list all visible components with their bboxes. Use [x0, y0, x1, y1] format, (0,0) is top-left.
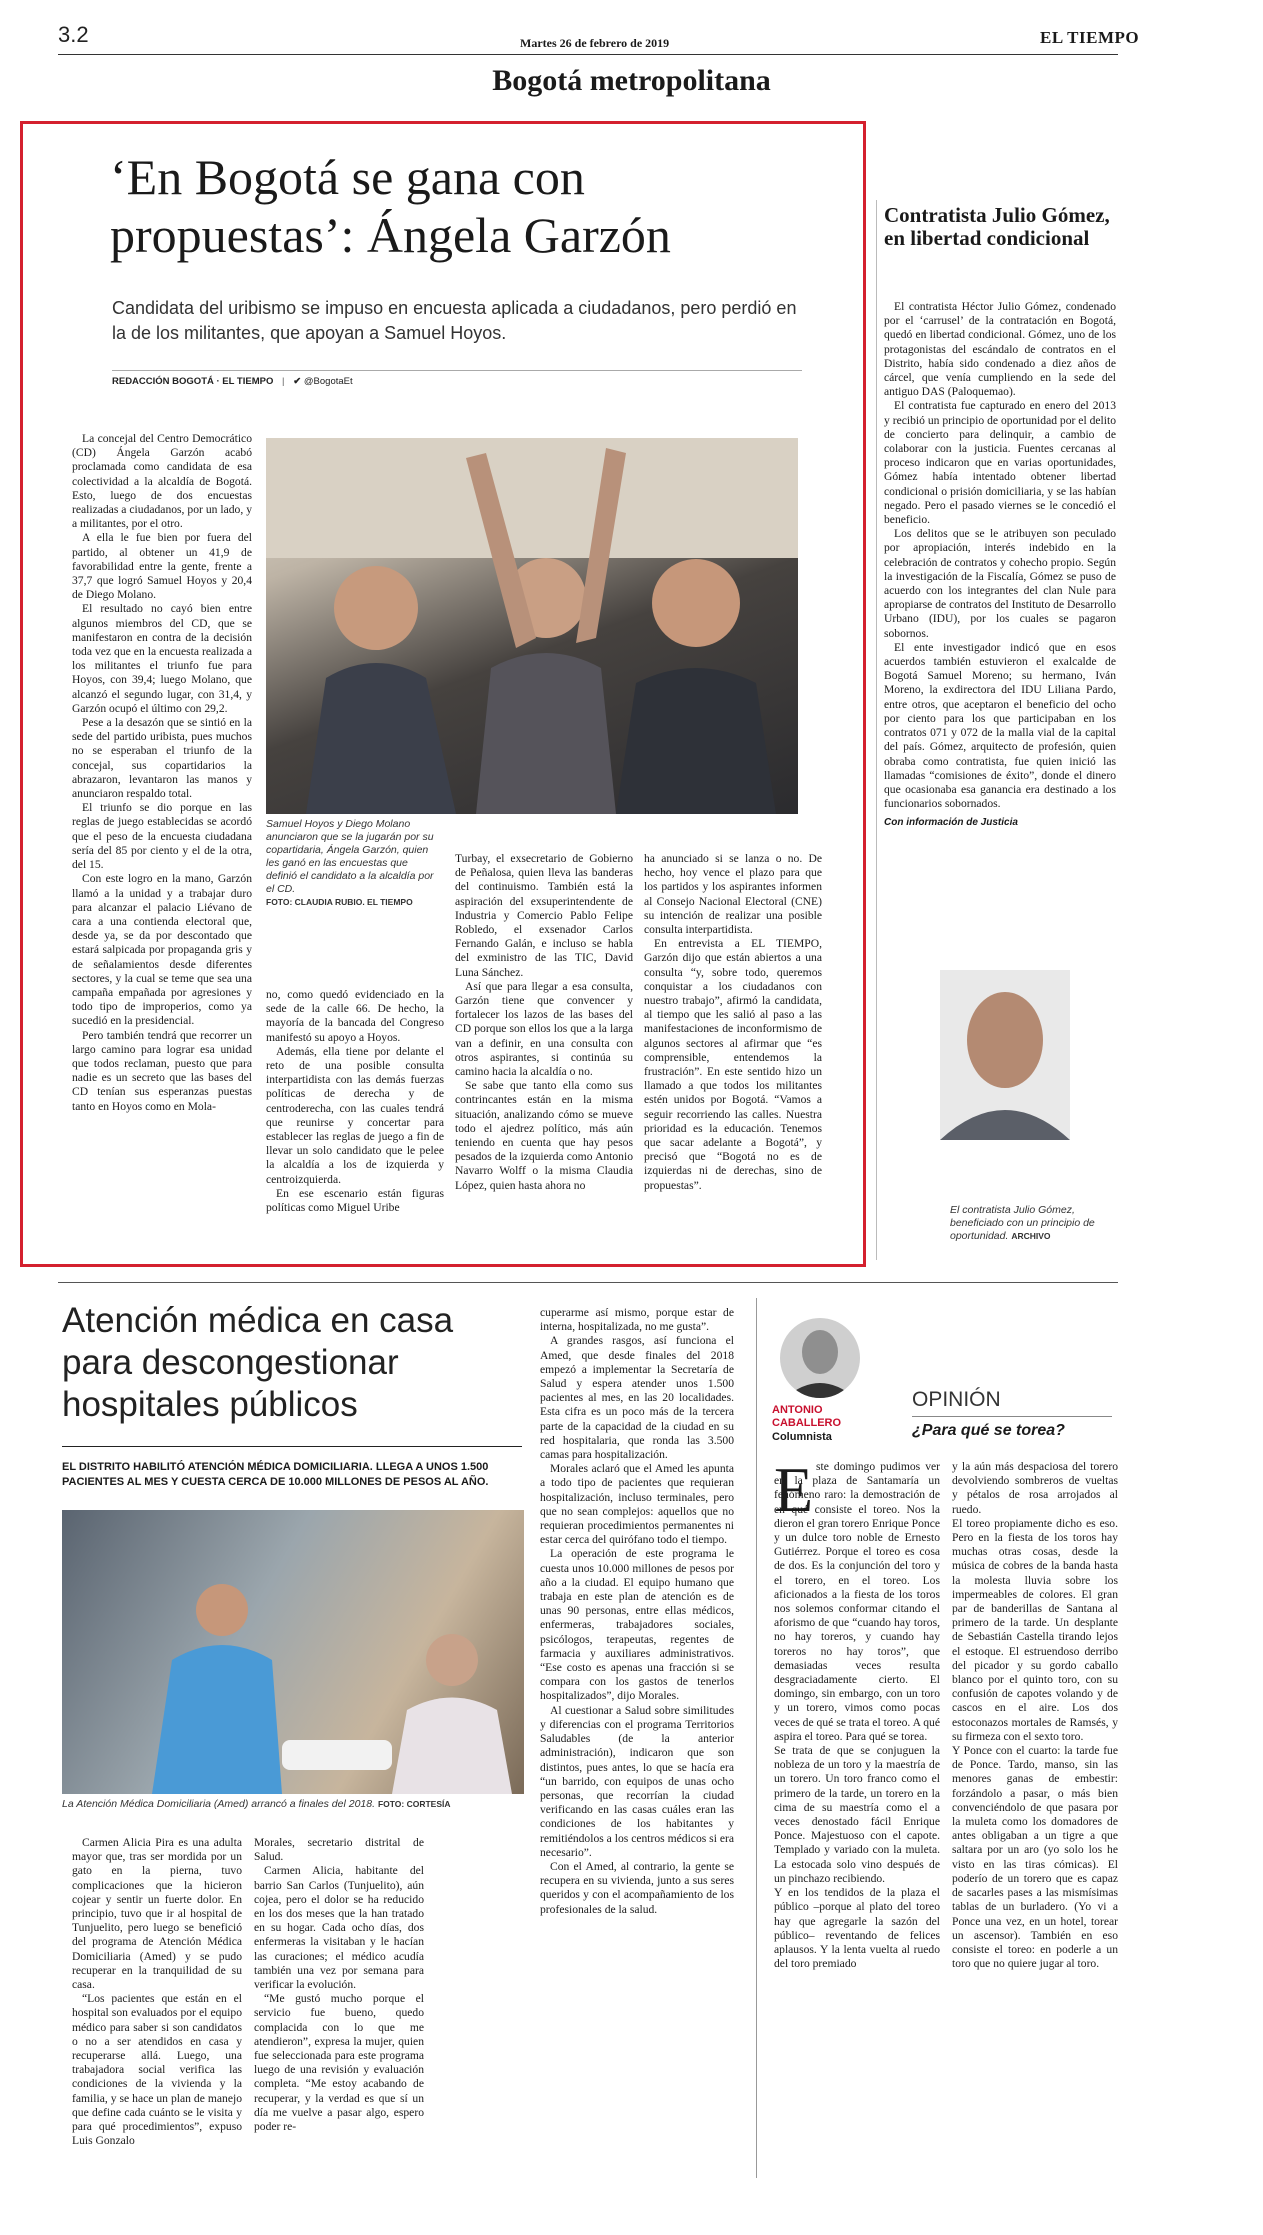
main-col-2	[266, 988, 444, 1215]
photo-people-illustration	[266, 438, 798, 814]
opinion-title: ¿Para qué se torea?	[912, 1422, 1065, 1439]
paragraph: Con este logro en la mano, Garzón llamó a la unidad y a trabajar duro para alcanzar el palacio Liévano de cara a una contienda electoral que, desde ya, se da por descontado que estará salpicada por propaganda gris y de señalamientos desde diferentes sectores, y la cual se teme que sea una campaña empañada por agresiones y todo tipo de improperios, como ya sucedió en la presidencial.	[72, 872, 252, 1028]
opinion-label: OPINIÓN	[912, 1388, 1001, 1411]
photo-credit: ARCHIVO	[1011, 1231, 1051, 1241]
opinion-col-2	[952, 1460, 1118, 1971]
paragraph: En entrevista a EL TIEMPO, Garzón dijo que están abiertos a una consulta “y, sobre todo, queremos conquistar a los ciudadanos con nuestro trabajo”, afirmó la candidata, al tiempo que les salió al paso a las manifestaciones de inconformismo de algunos sectores al afirmar que “es comprensible, entendemos la frustración”. En este sentido hizo un llamado a que todos los militantes estén unidos por Bogotá. “Vamos a seguir recorriendo las calles. Nuestra prioridad es la educación. Tenemos que sacar adelante a Bogotá”, y precisó que “Bogotá no es de izquierdas ni de derechas, sino de propuestas”.	[644, 937, 822, 1192]
health-col-3	[540, 1306, 734, 1917]
author-first-name: ANTONIO	[772, 1404, 823, 1416]
health-deck: EL DISTRITO HABILITÓ ATENCIÓN MÉDICA DOMICILIARIA. LLEGA A UNOS 1.500 PACIENTES AL MES Y CUESTA CERCA DE 10.000 MILLONES DE PESOS AL AÑO.	[62, 1461, 489, 1488]
paragraph: Turbay, el exsecretario de Gobierno de Peñalosa, quien lleva las banderas del continuismo. También está la aspiración del exsuperintendente de Industria y Comercio Pablo Felipe Robledo, el exsenador Carlos Fernando Galán, e incluso se habla del exministro de las TIC, David Luna Sánchez.	[455, 852, 633, 979]
page-number: 3.2	[58, 22, 89, 47]
caption-text: La Atención Médica Domiciliaria (Amed) arrancó a finales del 2018.	[62, 1798, 376, 1810]
twitter-icon: ✔	[293, 376, 302, 387]
dropcap: E	[774, 1454, 814, 1525]
health-photo	[62, 1510, 524, 1794]
paragraph: Carmen Alicia Pira es una adulta mayor que, tras ser mordida por un gato en la pierna, tuvo complicaciones que la hicieron cojear y sentir un fuerte dolor. En principio, tuvo que ir al hospital de Tunjuelito, pero luego se benefició del programa de Atención Médica Domiciliaria (Amed) y se pudo recuperar en la tranquilidad de su casa.	[72, 1836, 242, 1992]
paragraph: Se sabe que tanto ella como sus contrincantes están en la misma situación, analizando cómo se mueve todo el ajedrez político, más aún teniendo en cuenta que hay pesos pesados de la izquierda como Antonio Navarro Wolff o la misma Claudia López, quien hasta ahora no	[455, 1079, 633, 1192]
paragraph: A ella le fue bien por fuera del partido, al obtener un 41,9 de favorabilidad entre la gente, frente a 37,7 que logró Samuel Hoyos y 20,4 de Diego Molano.	[72, 531, 252, 602]
paragraph: ha anunciado si se lanza o no. De hecho, hoy vence el plazo para que los partidos y los aspirantes informen al Consejo Nacional Electoral (CNE) su intención de realizar una posible consulta interpartidista.	[644, 852, 822, 937]
paragraph: A grandes rasgos, así funciona el Amed, que desde finales del 2018 empezó a implementar la Secretaría de Salud y espera atender unos 1.500 pacientes al mes, en las 20 localidades. Esta cifra es un poco más de la tercera parte de la capacidad de la ciudad en su red hospitalaria, que ronda las 3.500 camas para hospitalización.	[540, 1334, 734, 1462]
main-col-1	[72, 432, 252, 1114]
photo-credit: FOTO: CORTESÍA	[377, 1799, 451, 1809]
paragraph: Y Ponce con el cuarto: la tarde fue de Ponce. Tardo, manso, sin las menores ganas de embestir: forzándolo a pasar, o más bien convenciéndolo de que pasara por la muleta como los domadores de antes obligaban a un tigre a que saltara por un aro (yo solo los he visto en las tiras cómicas). El poderío de un torero que es capaz de sacarles pases a las mismísimas tablas de un burladero. (Yo vi a Ponce una vez, en un hotel, torear un ascensor). También en eso consiste el toreo: en poderle a un toro que no quiere jugar al toro.	[952, 1744, 1118, 1971]
paragraph: ste domingo pudimos ver en la plaza de Santamaría un fenómeno raro: la demostración de en qué consiste el toreo. Nos la dieron el gran torero Enrique Ponce y un dulce toro noble de Ernesto Gutiérrez. Porque el toreo es cosa de dos. Es la conjunción del toro y el torero, en el toreo. Los aficionados a la fiesta de los toros nos solemos conformar citando el aforismo de que “cuando hay toros, no hay toreros, y cuando hay toreros no hay toros”, que demasiadas veces resulta desgraciadamente cierto. El domingo, sin embargo, con un toro y un torero, vimos como pocas veces de qué se trata el toreo. A qué aspira el toreo. Para qué se torea.	[774, 1460, 940, 1743]
health-photo-illustration	[62, 1510, 524, 1794]
paragraph: Pese a la desazón que se sintió en la sede del partido uribista, pues muchos no se esperaban el triunfo de la concejal, sus copartidarios la abrazaron, levantaron las manos y anunciaron respaldo total.	[72, 716, 252, 801]
health-headline: Atención médica en casa para descongestionar hospitales públicos	[62, 1301, 454, 1424]
main-photo-caption	[266, 818, 436, 909]
paragraph: El contratista Héctor Julio Gómez, condenado por el ‘carrusel’ de la contratación en Bogotá, quedó en libertad condicional. Gómez, uno de los protagonistas del escándalo de contratos en el Distrito, había sido condenado a diez años de cárcel, que venía cumpliendo en la sede del antiguo DAS (Paloquemao).	[884, 300, 1116, 399]
paragraph: En ese escenario están figuras políticas como Miguel Uribe	[266, 1186, 444, 1215]
author-last-name: CABALLERO	[772, 1417, 842, 1429]
paragraph: El ente investigador indicó que en esos acuerdos también estuvieron el exalcalde de Bogotá Samuel Moreno; su hermano, Iván Moreno, la exdirectora del IDU Liliana Pardo, entre otros, que aceptaron el beneficio del ocho por ciento para los que participaban en los contratos 071 y 072 de la malla vial de la capital del país. Gómez, arquitecto de profesión, quien obraba como contratista, fue quien inició las llamadas “comisiones de éxito”, donde el dinero que ocasionaba esa ganancia era destinado a los funcionarios sobornados.	[884, 640, 1116, 811]
paragraph: Además, ella tiene por delante el reto de una posible consulta interpartidista con las demás fuerzas políticas de derecha y de centroderecha, con las cuales tendrá que reunirse y concertar para establecer las reglas de juego a fin de llevar un solo candidato que le pelee la alcaldía a los de izquierda y centroizquierda.	[266, 1044, 444, 1186]
paragraph: cuperarme así mismo, porque estar de interna, hospitalizada, no me gusta”.	[540, 1306, 734, 1334]
health-col-1	[72, 1836, 242, 2148]
photo-credit: FOTO: CLAUDIA RUBIO. EL TIEMPO	[266, 897, 413, 907]
paragraph: y la aún más despaciosa del torero devolviendo sombreros de vueltas y pétalos de rosa arrojados al ruedo.	[952, 1460, 1118, 1516]
side-photo	[940, 970, 1070, 1140]
side-col	[884, 300, 1116, 828]
byline-text: REDACCIÓN BOGOTÁ · EL TIEMPO	[112, 376, 274, 387]
paragraph: Los delitos que se le atribuyen son peculado por apropiación, interés indebido en la celebración de contratos y cohecho propio. Según la investigación de la Fiscalía, Gómez se puso de acuerdo con los integrantes del clan Nule para apropiarse de contratos del Instituto de Desarrollo Urbano (IDU), por los cuales se pagaron sobornos.	[884, 527, 1116, 640]
caption-text: El contratista Julio Gómez, beneficiado con un principio de oportunidad.	[950, 1204, 1095, 1242]
paragraph: Pero también tendrá que recorrer un largo camino para lograr esa unidad que todos reclaman, puesto que para nadie es un secreto que las bases del CD tenían sus esperanzas puestas tanto en Hoyos como en Mola-	[72, 1028, 252, 1113]
opinion-col-1	[774, 1454, 940, 1971]
health-col-2	[254, 1836, 424, 2134]
section-title: Bogotá metropolitana	[492, 64, 771, 97]
main-byline: REDACCIÓN BOGOTÁ · EL TIEMPO | ✔ @BogotaEt	[112, 376, 353, 387]
paragraph: El contratista fue capturado en enero del 2013 y recibió un principio de oportunidad por el delito de concierto para delinquir, a cambio de colaborar con la justicia. Fuentes cercanas al proceso indicaron que en varias oportunidades, Gómez había intentado obtener libertad condicional o prisión domiciliaria, y se las habían negado. Pero el pasado viernes se le concedió el beneficio.	[884, 399, 1116, 527]
paragraph: Morales aclaró que el Amed les apunta a todo tipo de pacientes que requieran hospitalización, incluso terminales, pero que no sean complejos: aquellos que no requieran procedimientos permanentes ni estar cerca del quirófano todo el tiempo.	[540, 1462, 734, 1547]
columnist-role: Columnista	[772, 1431, 832, 1443]
paragraph: “Los pacientes que están en el hospital son evaluados por el equipo médico para saber si son candidatos o no a ser atendidos en casa y recuperarse allá. Luego, una trabajadora social verifica las condiciones de la vivienda y la familia, y se hace un plan de manejo que define cada cuánto se le visita y para qué procedimientos”, expuso Luis Gonzalo	[72, 1992, 242, 2148]
columnist-name	[772, 1404, 841, 1430]
paragraph: Así que para llegar a esa consulta, Garzón tiene que convencer y fortalecer los lazos de las bases del CD porque son ellos los que a la larga van a definir, en una consulta con otros aspirantes, si continúa su camino hacia la alcaldía o no.	[455, 979, 633, 1079]
paragraph: Y en los tendidos de la plaza el público –porque al plato del toreo hay que agregarle la sazón del público– reventando de felices aplausos. Y la lenta vuelta al ruedo del toro premiado	[774, 1886, 940, 1971]
twitter-handle[interactable]: @BogotaEt	[303, 376, 353, 387]
paragraph: El triunfo se dio porque en las reglas de juego establecidas se acordó que el peso de la encuesta ciudadana sería del 85 por ciento y el de la otra, del 15.	[72, 801, 252, 872]
paragraph: El resultado no cayó bien entre algunos miembros del CD, que se manifestaron en contra de la decisión toda vez que en la encuesta realizada a los militantes el triunfo fue para Hoyos, con 39,4; luego Molano, que alcanzó el segundo lugar, con 31,4, y Garzón ocupó el último con 29,2.	[72, 602, 252, 715]
side-headline: Contratista Julio Gómez, en libertad condicional	[884, 203, 1110, 250]
main-col-3	[455, 852, 633, 1193]
paragraph: El toreo propiamente dicho es eso. Pero en la fiesta de los toros hay muchas otras cosas, desde la música de cobres de la banda hasta la molesta lluvia sobre los impermeables de colores. El gran par de banderillas de Santana al primero de la tarde. Un desplante de Sebastián Castella tirando lejos el estoque. El estruendoso derribo del picador y su gordo caballo blanco por el quinto toro, con su confusión de capotes volando y de cascos en el aire. Los dos estoconazos mortales de Ramsés, y su firmeza con el sexto toro.	[952, 1516, 1118, 1743]
paragraph: no, como quedó evidenciado en la sede de la calle 66. De hecho, la mayoría de la bancada del Congreso manifestó su apoyo a Hoyos.	[266, 988, 444, 1044]
main-headline: ‘En Bogotá se gana con propuestas’: Ángela Garzón	[110, 149, 671, 263]
paragraph: Se trata de que se conjuguen la nobleza de un toro y la maestría de un torero. Un toro franco como el primero de la tarde, un torero en la cima de su maestría como el a veces denostado fácil Enrique Ponce. Majestuoso con el capote. Templado y variado con la muleta. La estocada solo vino después de un pinchazo recibiendo.	[774, 1744, 940, 1885]
page-date: Martes 26 de febrero de 2019	[520, 36, 670, 50]
columnist-avatar	[780, 1318, 860, 1398]
paragraph: La concejal del Centro Democrático (CD) Ángela Garzón acabó proclamada como candidata de esa colectividad a la alcaldía de Bogotá. Esto, luego de dos encuestas realizadas a ciudadanos, por un lado, y a militantes, por el otro.	[72, 432, 252, 531]
paragraph: La operación de este programa le cuesta unos 10.000 millones de pesos por año a la ciudad. El equipo humano que trabaja en este plan de atención es de unas 90 personas, entre ellas médicos, enfermeras, trabajadores sociales, psicólogos, terapeutas, regentes de farmacia y auxiliares administrativos. “Ese costo es apenas una fracción si se compara con los gastos de tenerlos hospitalizados”, dijo Morales.	[540, 1547, 734, 1703]
main-col-4	[644, 852, 822, 1193]
avatar-illustration	[780, 1318, 860, 1398]
caption-text: Samuel Hoyos y Diego Molano anunciaron que se la jugarán por su copartidaria, Ángela Garzón, quien les ganó en las encuestas que definió el candidato a la alcaldía por el CD.	[266, 818, 434, 895]
main-photo	[266, 438, 798, 814]
main-deck: Candidata del uribismo se impuso en encuesta aplicada a ciudadanos, pero perdió en la de los militantes, que apoyan a Samuel Hoyos.	[112, 298, 797, 343]
paragraph: Al cuestionar a Salud sobre similitudes y diferencias con el programa Territorios Saludables (de la anterior administración), indicaron que son distintos, pues antes, lo que se hacía era “un barrido, con equipos de unas ocho personas, que recorrían la ciudad verificando en las casas cuáles eran las condiciones de los habitantes y remitiéndolos a los centros médicos si era necesario”.	[540, 1703, 734, 1859]
portrait-illustration	[940, 970, 1070, 1140]
side-credit: Con información de Justicia	[884, 817, 1018, 829]
health-photo-caption	[62, 1798, 532, 1811]
brand-logo: EL TIEMPO	[1040, 28, 1140, 47]
paragraph: Carmen Alicia, habitante del barrio San Carlos (Tunjuelito), aún cojea, pero el dolor se ha reducido en los dos meses que la han tratado en su hogar. Cada ocho días, dos enfermeras la visitaban y le hacían las curaciones; el médico acudía también una vez por semana para verificar la evolución.	[254, 1864, 424, 1992]
paragraph: “Me gustó mucho porque el servicio fue bueno, quedo complacida con lo que me atendieron”, expresa la mujer, quien fue seleccionada para este programa luego de una revisión y evaluación completa. “Me estoy acabando de recuperar, y la verdad es que sí un día me vuelve a pasar algo, espero poder re-	[254, 1992, 424, 2134]
paragraph: Con el Amed, al contrario, la gente se recupera en su vivienda, junto a sus seres queridos y con el acompañamiento de los profesionales de la salud.	[540, 1859, 734, 1916]
paragraph: Morales, secretario distrital de Salud.	[254, 1836, 424, 1864]
side-photo-caption	[950, 1204, 1110, 1243]
